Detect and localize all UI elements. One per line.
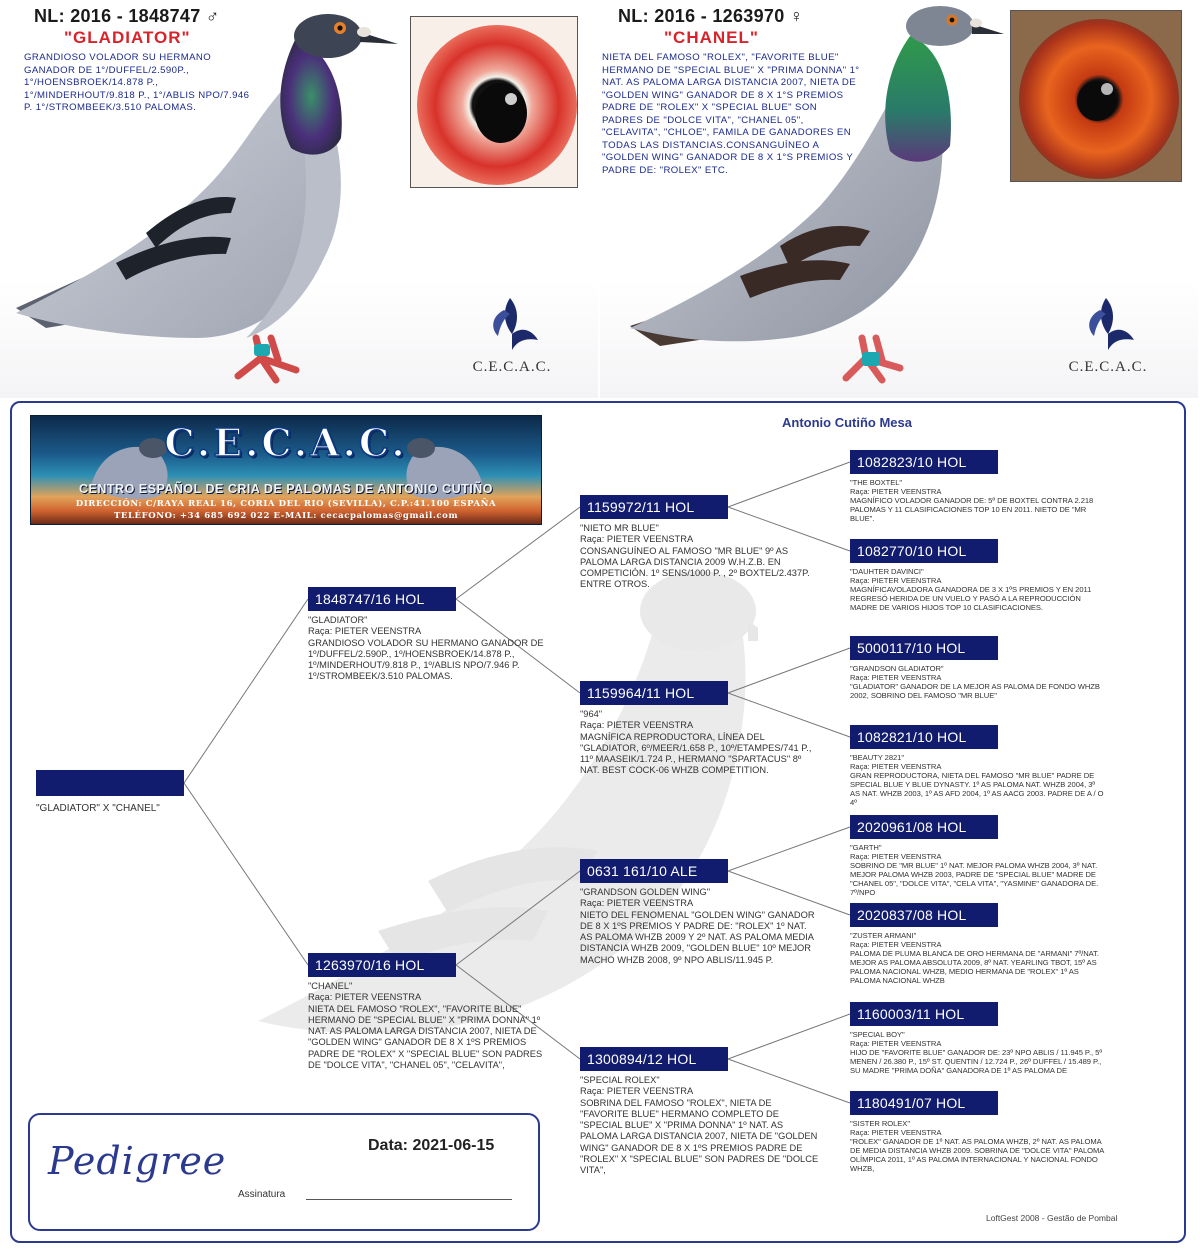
gen3-nickname-6: "ZUSTER ARMANI"	[850, 931, 917, 940]
dam-description: NIETA DEL FAMOSO "ROLEX", "FAVORITE BLUE" HERMANO DE "SPECIAL BLUE" X "PRIMA DONNA" 1° NAT. AS PALOMA LARGA DISTANCIA 2007, NIETA DE "GOLDEN WING" GANADOR DE 8 X 1°S PREMIOS PADRE DE "ROLEX" X "SPECIAL BLUE" SON PADRES DE "DOLCE VITA", "CHANEL 05", "CELAVITA", "CHLOE", FAMILA DE GANADORES EN TODAS LAS DISTANCIAS.CONSANGUÍNEO A "GOLDEN WING" GANADOR DE 8 X 1°S PREMIOS Y PADRE DE: "ROLEX" ETC.	[602, 52, 860, 176]
gen3-ring-box-5[interactable]: 2020961/08 HOL	[850, 815, 998, 839]
gen3-text-5: SOBRINO DE "MR BLUE" 1º NAT. MEJOR PALOMA WHZB 2004, 3º NAT. MEJOR PALOMA WHZB 2003, PADRE DE "SPECIAL BLUE" MADRE DE "CHANEL 05", "DOLCE VITA", "CELA VITA", "YASMINE" GANADORA DE. 7º/NPO	[850, 861, 1099, 897]
gen3-info-6	[850, 931, 1106, 985]
gen3-nickname-1: "THE BOXTEL"	[850, 478, 903, 487]
gen3-breed-3: Raça: PIETER VEENSTRA	[850, 673, 942, 682]
gen2-info-2	[580, 709, 820, 777]
dam-nickname: "CHANEL"	[308, 981, 353, 991]
gen3-node-7	[850, 1002, 1106, 1075]
gen3-node-4	[850, 725, 1106, 807]
sire-description: GRANDIOSO VOLADOR SU HERMANO GANADOR DE 1°/DUFFEL/2.590P., 1°/HOENSBROEK/14.878 P., 1°/MINDERHOUT/9.818 P., 1°/ABLIS NPO/7.946 P. 1°/STROMBEEK/3.510 PALOMAS.	[24, 52, 250, 113]
sire-text: GRANDIOSO VOLADOR SU HERMANO GANADOR DE 1º/DUFFEL/2.590P., 1º/HOENSBROEK/14.878 P., 1º/MINDERHOUT/9.818 P., 1º/ABLIS NPO/7.946 P. 1º/STROMBEEK/3.510 PALOMAS.	[308, 637, 544, 682]
gen2-breed-4: Raça: PIETER VEENSTRA	[580, 1086, 694, 1097]
pedigree-date: Data: 2021-06-15	[368, 1137, 495, 1154]
gen3-text-7: HIJO DE "FAVORITE BLUE" GANADOR DE: 23º NPO ABLIS / 11.945 P., 5º MENEN / 26.380 P., 15º ST. QUENTIN / 12.724 P., 26º DUFFEL / 15.489 P., SU MADRE "PRIMA DOÑA" GANADORA DE 1º AS PALOMA DE	[850, 1048, 1103, 1075]
gen3-nickname-2: "DAUHTER DAVINCI"	[850, 567, 924, 576]
gen3-text-3: "GLADIATOR" GANADOR DE LA MEJOR AS PALOMA DE FONDO WHZB 2002, SOBRINO DEL FAMOSO "MR BLUE"	[850, 682, 1100, 700]
owner-name: Antonio Cutiño Mesa	[782, 415, 912, 430]
gen2-ring-box-4[interactable]: 1300894/12 HOL	[580, 1047, 728, 1071]
gen3-node-2	[850, 539, 1106, 612]
dam-panel	[600, 0, 1198, 398]
banner-title: C.E.C.A.C.	[164, 420, 408, 465]
bird-photos-section	[0, 0, 1200, 398]
pedigree-sheet	[10, 401, 1186, 1243]
gen3-node-6	[850, 903, 1106, 985]
gen2-node-3	[580, 859, 820, 966]
dam-ring-title: NL: 2016 - 1263970 ♀	[618, 6, 804, 26]
gen3-info-5	[850, 843, 1106, 897]
dove-logo-icon	[1078, 290, 1138, 352]
gen3-node-5	[850, 815, 1106, 897]
gen2-text-4: SOBRINA DEL FAMOSO "ROLEX", NIETA DE "FAVORITE BLUE" HERMANO COMPLETO DE "SPECIAL BLUE" X "PRIMA DONNA" 1º NAT. AS PALOMA LARGA DISTANCIA 2007, NIETA DE "GOLDEN WING" GANADOR DE 8 X 1ºS PREMIOS PADRE DE "ROLEX" X "SPECIAL BLUE" SON PADRES DE "DOLCE VITA",	[580, 1097, 819, 1176]
sire-eye-photo	[410, 16, 578, 188]
gen3-breed-6: Raça: PIETER VEENSTRA	[850, 940, 942, 949]
gen3-node-8	[850, 1091, 1106, 1173]
sire-name: "GLADIATOR"	[64, 28, 191, 47]
gen2-node-2	[580, 681, 820, 777]
pedigree-signature-box	[28, 1113, 540, 1231]
gen3-info-8	[850, 1119, 1106, 1173]
sire-cecac-logo	[462, 290, 562, 376]
gen2-info-4	[580, 1075, 820, 1177]
gen3-nickname-7: "SPECIAL BOY"	[850, 1030, 905, 1039]
signature-label: Assinatura	[238, 1189, 286, 1200]
gen2-nickname-1: "NIETO MR BLUE"	[580, 523, 659, 533]
gen2-nickname-3: "GRANDSON GOLDEN WING"	[580, 887, 711, 897]
gen3-text-6: PALOMA DE PLUMA BLANCA DE ORO HERMANA DE "ARMANI" 7º/NAT. MEJOR AS PALOMA ABSOLUTA 2009, 8º NAT. YEARLING TBOT, 15º AS PALOMA NACIONAL WHZB, MEDIO HERMANA DE "ROLEX" 1º AS PALOMA NACIONAL WHZB	[850, 949, 1099, 985]
dam-name: "CHANEL"	[664, 28, 759, 47]
gen3-text-1: MAGNÍFICO VOLADOR GANADOR DE: 5º DE BOXTEL CONTRA 2.218 PALOMAS Y 11 CLASIFICACIONES TOP 10 EN 2011. NIETO DE "MR BLUE".	[850, 496, 1094, 523]
gen3-info-1	[850, 478, 1106, 523]
signature-line[interactable]	[306, 1199, 512, 1200]
dam-info	[308, 981, 552, 1071]
gen3-info-4	[850, 753, 1106, 807]
gen2-breed-3: Raça: PIETER VEENSTRA	[580, 898, 694, 909]
gen3-ring-box-3[interactable]: 5000117/10 HOL	[850, 636, 998, 660]
gen3-text-4: GRAN REPRODUCTORA, NIETA DEL FAMOSO "MR BLUE" PADRE DE SPECIAL BLUE Y BLUE DYNASTY. 1º AS PALOMA NAT. WHZB 2004, 3º AS NAT. WHZB 2003, 1º AS AFD 2004, 1º AS AACG 2003. PADRE DE A / O 4º	[850, 771, 1104, 807]
gen2-info-1	[580, 523, 820, 591]
dam-breed: Raça: PIETER VEENSTRA	[308, 992, 422, 1003]
gen2-ring-box-3[interactable]: 0631 161/10 ALE	[580, 859, 728, 883]
gen2-text-1: CONSANGUÍNEO AL FAMOSO "MR BLUE" 9º AS PALOMA LARGA DISTANCIA 2009 W.H.Z.B. EN COMPETICIÓN. 1º SENS/1000 P. , 2º BOXTEL/2.437P. ENTRE OTROS.	[580, 545, 810, 590]
gen2-breed-1: Raça: PIETER VEENSTRA	[580, 534, 694, 545]
gen3-breed-7: Raça: PIETER VEENSTRA	[850, 1039, 942, 1048]
dam-node	[308, 953, 552, 1071]
banner-contact: TELÉFONO: +34 685 692 022 E-MAIL: cecacpalomas@gmail.com	[113, 511, 459, 521]
sire-info	[308, 615, 568, 683]
banner-address: DIRECCIÓN: C/RAYA REAL 16, CORIA DEL RIO (SEVILLA), C.P.:41.100 ESPAÑA	[75, 499, 497, 509]
gen2-ring-box-1[interactable]: 1159972/11 HOL	[580, 495, 728, 519]
gen3-node-3	[850, 636, 1106, 700]
sire-panel	[0, 0, 598, 398]
gen3-breed-4: Raça: PIETER VEENSTRA	[850, 762, 942, 771]
gen3-info-7	[850, 1030, 1106, 1075]
sire-node	[308, 587, 568, 683]
gen3-nickname-3: "GRANDSON GLADIATOR"	[850, 664, 944, 673]
gen2-text-2: MAGNÍFICA REPRODUCTORA, LÍNEA DEL "GLADIATOR, 6º/MEER/1.658 P., 10º/ETAMPES/741 P., 11º MAASEIK/1.724 P., HERMANO "SPARTACUS" 8º NAT. BEST COCK-06 WHZB COMPETITION.	[580, 731, 812, 776]
software-credit: LoftGest 2008 - Gestão de Pombal	[986, 1213, 1118, 1223]
gen2-info-3	[580, 887, 820, 966]
banner-subtitle: CENTRO ESPAÑOL DE CRIA DE PALOMAS DE ANTONIO CUTIÑO	[79, 482, 493, 496]
gen3-text-8: "ROLEX" GANADOR DE 1º NAT. AS PALOMA WHZB, 2º NAT. AS PALOMA DE MEDIA DISTANCIA WHZB 2009. SOBRINA DE "DOLCE VITA" PALOMA OLÍMPICA 2011, 1º AS PALOMA INTERNACIONAL Y NACIONAL FONDO WHZB,	[850, 1137, 1104, 1173]
pedigree-title: Pedigree	[48, 1139, 227, 1183]
gen3-nickname-8: "SISTER ROLEX"	[850, 1119, 910, 1128]
gen3-nickname-5: "GARTH"	[850, 843, 882, 852]
gen2-nickname-2: "964"	[580, 709, 603, 719]
gen2-breed-2: Raça: PIETER VEENSTRA	[580, 720, 694, 731]
gen3-info-3	[850, 664, 1106, 700]
dam-ring-box[interactable]: 1263970/16 HOL	[308, 953, 456, 977]
dam-pigeon-photo	[600, 6, 1004, 391]
subject-ring-box[interactable]	[36, 770, 184, 796]
gen3-ring-box-8[interactable]: 1180491/07 HOL	[850, 1091, 998, 1115]
gen2-ring-box-2[interactable]: 1159964/11 HOL	[580, 681, 728, 705]
dam-eye-photo	[1010, 10, 1182, 182]
gen3-node-1	[850, 450, 1106, 523]
gen3-ring-box-2[interactable]: 1082770/10 HOL	[850, 539, 998, 563]
gen2-node-4	[580, 1047, 820, 1177]
gen3-ring-box-6[interactable]: 2020837/08 HOL	[850, 903, 998, 927]
gen2-text-3: NIETO DEL FENOMENAL "GOLDEN WING" GANADOR DE 8 X 1ºS PREMIOS Y PADRE DE: "ROLEX" 1º NAT. AS PALOMA WHZB 2009 Y 2º NAT. AS PALOMA MEDIA DISTANCIA WHZB 2009, "GOLDEN BLUE" 10º MEJOR MACHO WHZB 2008, 9º NPO ABLIS/11.945 P.	[580, 909, 815, 965]
gen3-ring-box-1[interactable]: 1082823/10 HOL	[850, 450, 998, 474]
subject-caption: "GLADIATOR" X "CHANEL"	[36, 803, 160, 814]
gen2-node-1	[580, 495, 820, 591]
sire-ring-title: NL: 2016 - 1848747 ♂	[34, 6, 220, 26]
gen3-breed-1: Raça: PIETER VEENSTRA	[850, 487, 942, 496]
sire-ring-box[interactable]: 1848747/16 HOL	[308, 587, 456, 611]
sire-pigeon-photo	[6, 8, 406, 393]
gen3-nickname-4: "BEAUTY 2821"	[850, 753, 904, 762]
dam-text: NIETA DEL FAMOSO "ROLEX", "FAVORITE BLUE" HERMANO DE "SPECIAL BLUE" X "PRIMA DONNA" 1º NAT. AS PALOMA LARGA DISTANCIA 2007, NIETA DE "GOLDEN WING" GANADOR DE 8 X 1ºS PREMIOS PADRE DE "ROLEX" X "SPECIAL BLUE" SON PADRES DE "DOLCE VITA", "CHANEL 05", "CELAVITA",	[308, 1003, 543, 1071]
gen3-text-2: MAGNÍFICAVOLADORA GANADORA DE 3 X 1ºS PREMIOS Y EN 2011 REGRESÓ HERIDA DE UN VUELO Y PASÓ A LA REPRODUCCIÓN MADRE DE VARIOS HIJOS TOP 10 CLASIFICACIONES.	[850, 585, 1092, 612]
sire-cecac-text: C.E.C.A.C.	[472, 359, 552, 375]
gen3-info-2	[850, 567, 1106, 612]
sire-nickname: "GLADIATOR"	[308, 615, 368, 625]
dove-logo-icon	[482, 290, 542, 352]
gen3-ring-box-4[interactable]: 1082821/10 HOL	[850, 725, 998, 749]
sire-breed: Raça: PIETER VEENSTRA	[308, 626, 422, 637]
gen2-nickname-4: "SPECIAL ROLEX"	[580, 1075, 660, 1085]
subject-node	[36, 770, 184, 796]
dam-cecac-text: C.E.C.A.C.	[1068, 359, 1148, 375]
dam-cecac-logo	[1058, 290, 1158, 376]
gen3-breed-5: Raça: PIETER VEENSTRA	[850, 852, 942, 861]
gen3-ring-box-7[interactable]: 1160003/11 HOL	[850, 1002, 998, 1026]
gen3-breed-2: Raça: PIETER VEENSTRA	[850, 576, 942, 585]
gen3-breed-8: Raça: PIETER VEENSTRA	[850, 1128, 942, 1137]
